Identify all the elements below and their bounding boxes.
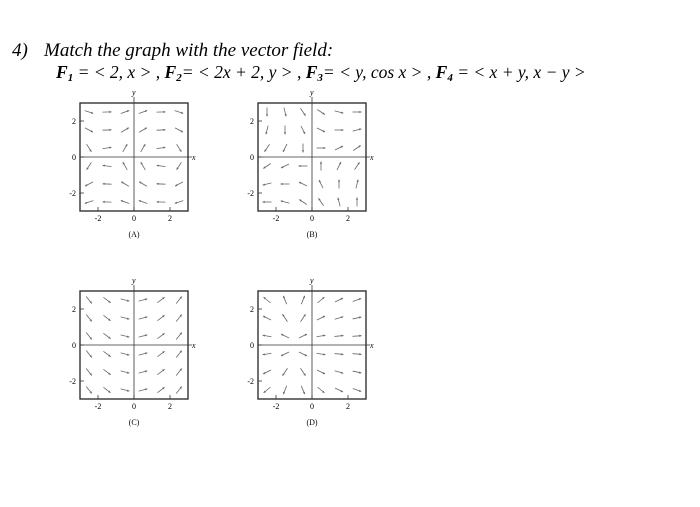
graph-label: (B) bbox=[306, 230, 318, 239]
x-tick-label: 2 bbox=[168, 402, 172, 411]
x-tick-label: -2 bbox=[272, 214, 280, 223]
field-arrowhead bbox=[359, 111, 361, 113]
x-axis-label: x bbox=[370, 341, 374, 350]
y-tick-label: 0 bbox=[72, 341, 76, 350]
x-tick-label: -2 bbox=[94, 402, 102, 411]
question-text: Match the graph with the vector field: bbox=[44, 40, 334, 61]
graph-label: (A) bbox=[128, 230, 140, 239]
field-arrowhead bbox=[109, 111, 111, 113]
x-tick-label: 0 bbox=[132, 214, 136, 223]
field-arrowhead bbox=[103, 201, 105, 203]
question-number: 4) bbox=[12, 40, 28, 61]
field-arrowhead bbox=[359, 335, 361, 337]
y-tick-label: 2 bbox=[250, 117, 254, 126]
y-tick-label: 2 bbox=[250, 305, 254, 314]
field-arrowhead bbox=[299, 165, 301, 167]
field-arrowhead bbox=[157, 201, 159, 203]
field-3-expr: = < y, cos x > , bbox=[322, 62, 436, 82]
y-tick-label: 0 bbox=[72, 153, 76, 162]
x-axis-label: x bbox=[370, 153, 374, 162]
field-arrowhead bbox=[338, 180, 340, 182]
x-tick-label: 0 bbox=[310, 402, 314, 411]
x-axis-label: x bbox=[192, 153, 196, 162]
y-tick-label: -2 bbox=[69, 189, 76, 198]
y-tick-label: 2 bbox=[72, 117, 76, 126]
field-1-subscript: 1 bbox=[67, 72, 74, 84]
graph-label: (C) bbox=[128, 418, 140, 427]
field-2-name: F bbox=[164, 62, 177, 82]
x-axis-label: x bbox=[192, 341, 196, 350]
x-tick-label: -2 bbox=[94, 214, 102, 223]
field-arrowhead bbox=[163, 111, 165, 113]
field-arrowhead bbox=[302, 150, 304, 152]
graph-label: (D) bbox=[306, 418, 318, 427]
x-tick-label: 0 bbox=[132, 402, 136, 411]
field-4-expr: = < x + y, x − y > bbox=[452, 62, 586, 82]
y-tick-label: -2 bbox=[247, 377, 254, 386]
field-arrowhead bbox=[281, 183, 283, 185]
field-3-subscript: 3 bbox=[317, 72, 323, 84]
y-axis-label: y bbox=[310, 88, 314, 97]
x-tick-label: 0 bbox=[310, 214, 314, 223]
field-arrowhead bbox=[341, 335, 343, 337]
field-1-name: F bbox=[56, 62, 68, 82]
y-axis-label: y bbox=[132, 276, 136, 285]
y-tick-label: 0 bbox=[250, 341, 254, 350]
y-tick-label: 2 bbox=[72, 305, 76, 314]
field-arrowhead bbox=[266, 114, 268, 116]
y-tick-label: -2 bbox=[247, 189, 254, 198]
field-4-subscript: 4 bbox=[447, 72, 453, 84]
x-tick-label: 2 bbox=[346, 214, 350, 223]
x-tick-label: -2 bbox=[272, 402, 280, 411]
y-tick-label: -2 bbox=[69, 377, 76, 386]
field-arrowhead bbox=[263, 201, 265, 203]
y-tick-label: 0 bbox=[250, 153, 254, 162]
x-tick-label: 2 bbox=[346, 402, 350, 411]
field-3-name: F bbox=[305, 62, 318, 82]
field-2-subscript: 2 bbox=[176, 72, 182, 84]
field-arrowhead bbox=[323, 147, 325, 149]
graph-a bbox=[69, 88, 196, 239]
field-arrowhead bbox=[359, 353, 361, 355]
field-4-name: F bbox=[435, 62, 448, 82]
field-arrowhead bbox=[103, 183, 105, 185]
field-arrowhead bbox=[109, 129, 111, 131]
field-arrowhead bbox=[284, 132, 286, 134]
graph-c bbox=[69, 276, 196, 427]
field-2-expr: = < 2x + 2, y > , bbox=[181, 62, 306, 82]
graph-d bbox=[247, 276, 374, 427]
field-arrowhead bbox=[341, 129, 343, 131]
graph-b bbox=[247, 88, 374, 239]
field-1-expr: = < 2, x > , bbox=[73, 62, 165, 82]
y-axis-label: y bbox=[132, 88, 136, 97]
field-arrowhead bbox=[163, 129, 165, 131]
field-arrowhead bbox=[320, 162, 322, 164]
y-axis-label: y bbox=[310, 276, 314, 285]
field-arrowhead bbox=[356, 198, 358, 200]
field-arrowhead bbox=[157, 183, 159, 185]
x-tick-label: 2 bbox=[168, 214, 172, 223]
field-arrowhead bbox=[341, 353, 343, 355]
